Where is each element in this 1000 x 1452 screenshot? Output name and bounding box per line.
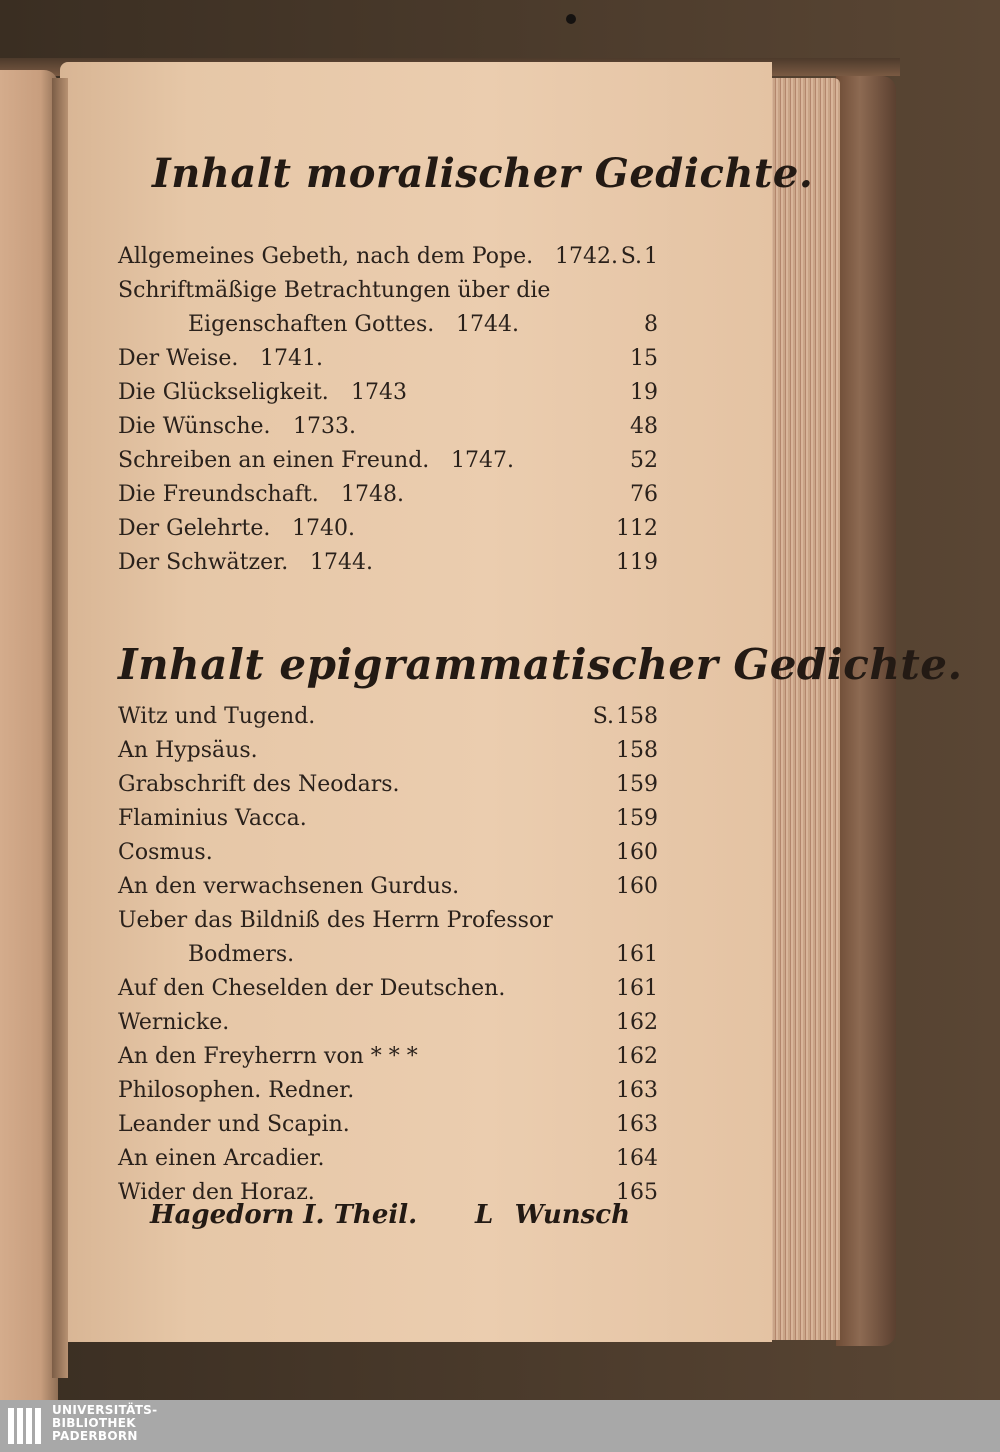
toc-entry-year: 1733. bbox=[293, 414, 356, 439]
toc-entry bbox=[118, 240, 658, 274]
toc-entry-page bbox=[593, 700, 658, 734]
toc-entry-title: Die Freundschaft. bbox=[118, 482, 319, 507]
toc-entry-title: An einen Arcadier. bbox=[118, 1146, 325, 1171]
toc-entry bbox=[118, 1108, 658, 1142]
toc-entry-page bbox=[630, 342, 658, 376]
toc-entry-title: An den verwachsenen Gurdus. bbox=[118, 874, 460, 899]
left-page-edge bbox=[0, 70, 58, 1400]
toc-entry bbox=[118, 904, 658, 972]
page-footer bbox=[150, 1200, 630, 1240]
toc-entry-page-number: 158 bbox=[616, 738, 658, 763]
toc-entry-title: Grabschrift des Neodars. bbox=[118, 772, 400, 797]
toc-entry-page bbox=[616, 972, 658, 1006]
toc-entry-page-number: 8 bbox=[644, 312, 658, 337]
toc-entry bbox=[118, 342, 658, 376]
toc-entry bbox=[118, 512, 658, 546]
toc-entry-title: Ueber das Bildniß des Herrn Professor bbox=[118, 908, 553, 933]
toc-entry-page-number: 158 bbox=[616, 704, 658, 729]
toc-entry-title: Wider den Horaz. bbox=[118, 1180, 315, 1205]
toc-entry bbox=[118, 1040, 658, 1074]
toc-entry-year: 1741. bbox=[260, 346, 323, 371]
toc-entry bbox=[118, 734, 658, 768]
toc-entry-page bbox=[616, 512, 658, 546]
toc-entry-title: Der Gelehrte. bbox=[118, 516, 271, 541]
toc-entry-year: 1748. bbox=[341, 482, 404, 507]
toc-entry-page bbox=[630, 478, 658, 512]
toc-entry-page bbox=[616, 870, 658, 904]
toc-entry bbox=[118, 972, 658, 1006]
toc-entry bbox=[118, 836, 658, 870]
toc-entry-page bbox=[616, 1040, 658, 1074]
toc-entry-page-number: 163 bbox=[616, 1078, 658, 1103]
toc-entry-title: Die Wünsche. bbox=[118, 414, 271, 439]
toc-entry-page-prefix: S. bbox=[620, 244, 642, 269]
library-name-line3: PADERBORN bbox=[52, 1429, 138, 1443]
library-name bbox=[52, 1404, 157, 1443]
toc-entry bbox=[118, 1074, 658, 1108]
toc-entry-page bbox=[616, 802, 658, 836]
toc-entry-page-number: 165 bbox=[616, 1180, 658, 1205]
book-cover-right bbox=[836, 76, 896, 1346]
toc-entry-title: Der Schwätzer. bbox=[118, 550, 289, 575]
footer-signature-mark: L bbox=[475, 1200, 494, 1230]
toc-entry-page-number: 161 bbox=[616, 976, 658, 1001]
toc-entry-page-number: 162 bbox=[616, 1044, 658, 1069]
toc-entry-title: Flaminius Vacca. bbox=[118, 806, 307, 831]
scan-speck bbox=[566, 14, 576, 24]
toc-entry-page bbox=[621, 240, 658, 274]
footer-catchword: Wunsch bbox=[514, 1200, 630, 1230]
toc-entry-title: An Hypsäus. bbox=[118, 738, 258, 763]
toc-entry-title: An den Freyherrn von * * * bbox=[118, 1044, 418, 1069]
toc-entry-title-continued: Bodmers. bbox=[188, 942, 295, 967]
toc-entry-page-number: 119 bbox=[616, 550, 658, 575]
toc-entry-page-number: 160 bbox=[616, 840, 658, 865]
toc-entry-page bbox=[630, 376, 658, 410]
toc-entry-title: Witz und Tugend. bbox=[118, 704, 316, 729]
toc-entry-page bbox=[616, 938, 658, 972]
toc-entry-page-number: 19 bbox=[630, 380, 658, 405]
toc-entry-page bbox=[616, 768, 658, 802]
heading-epigram: Inhalt epigrammatischer Gedichte. bbox=[118, 640, 963, 689]
toc-entry-year: 1744. bbox=[456, 312, 519, 337]
toc-entry-year: 1747. bbox=[451, 448, 514, 473]
toc-entry bbox=[118, 546, 658, 580]
library-name-line2: BIBLIOTHEK bbox=[52, 1416, 136, 1430]
toc-entry bbox=[118, 802, 658, 836]
toc-entry-page-number: 52 bbox=[630, 448, 658, 473]
toc-epigram-list bbox=[118, 700, 658, 1210]
toc-entry-year: 1743 bbox=[351, 380, 407, 405]
toc-entry-page-number: 76 bbox=[630, 482, 658, 507]
toc-entry-page-number: 164 bbox=[616, 1146, 658, 1171]
toc-entry-title: Philosophen. Redner. bbox=[118, 1078, 355, 1103]
toc-entry bbox=[118, 376, 658, 410]
toc-entry-page bbox=[644, 308, 658, 342]
toc-entry bbox=[118, 768, 658, 802]
book-gutter bbox=[52, 78, 68, 1378]
library-bar bbox=[0, 1400, 1000, 1452]
toc-entry-page bbox=[616, 546, 658, 580]
toc-entry-title: Wernicke. bbox=[118, 1010, 230, 1035]
toc-entry-title: Cosmus. bbox=[118, 840, 213, 865]
toc-entry-page-number: 1 bbox=[644, 244, 658, 269]
toc-entry-title: Der Weise. bbox=[118, 346, 239, 371]
toc-entry-page-number: 159 bbox=[616, 772, 658, 797]
toc-entry-year: 1744. bbox=[310, 550, 373, 575]
toc-entry-page-number: 160 bbox=[616, 874, 658, 899]
toc-entry-page-number: 162 bbox=[616, 1010, 658, 1035]
toc-entry-title: Schreiben an einen Freund. bbox=[118, 448, 430, 473]
toc-entry bbox=[118, 700, 658, 734]
toc-entry-page-number: 163 bbox=[616, 1112, 658, 1137]
toc-entry bbox=[118, 478, 658, 512]
toc-entry-title: Auf den Cheselden der Deutschen. bbox=[118, 976, 506, 1001]
toc-entry-title: Schriftmäßige Betrachtungen über die bbox=[118, 278, 551, 303]
toc-entry-page bbox=[630, 410, 658, 444]
page-stack bbox=[768, 78, 840, 1340]
toc-entry-page-number: 48 bbox=[630, 414, 658, 439]
footer-signature: Hagedorn I. Theil. bbox=[150, 1200, 418, 1230]
toc-entry-page-number: 112 bbox=[616, 516, 658, 541]
toc-entry-page bbox=[616, 836, 658, 870]
toc-entry-page bbox=[616, 1074, 658, 1108]
toc-entry-page-number: 15 bbox=[630, 346, 658, 371]
toc-entry-page-number: 159 bbox=[616, 806, 658, 831]
toc-entry-title: Die Glückseligkeit. bbox=[118, 380, 329, 405]
toc-entry bbox=[118, 274, 658, 342]
toc-entry bbox=[118, 444, 658, 478]
toc-entry bbox=[118, 410, 658, 444]
toc-entry-year: 1742. bbox=[555, 244, 618, 269]
toc-entry-page bbox=[616, 1108, 658, 1142]
library-logo-icon bbox=[6, 1404, 46, 1448]
toc-entry bbox=[118, 1142, 658, 1176]
toc-entry-title-continued: Eigenschaften Gottes. bbox=[188, 312, 435, 337]
toc-entry-page-number: 161 bbox=[616, 942, 658, 967]
toc-entry-page bbox=[616, 1006, 658, 1040]
toc-entry bbox=[118, 1006, 658, 1040]
toc-entry-title: Allgemeines Gebeth, nach dem Pope. bbox=[118, 244, 534, 269]
toc-moral-list bbox=[118, 240, 658, 580]
toc-entry-page bbox=[630, 444, 658, 478]
toc-entry-page bbox=[616, 734, 658, 768]
toc-entry-page-prefix: S. bbox=[592, 704, 614, 729]
toc-entry-page bbox=[616, 1142, 658, 1176]
toc-entry-title: Leander und Scapin. bbox=[118, 1112, 350, 1137]
library-name-line1: UNIVERSITÄTS- bbox=[52, 1403, 158, 1417]
toc-entry bbox=[118, 870, 658, 904]
toc-entry-year: 1740. bbox=[292, 516, 355, 541]
heading-moral: Inhalt moralischer Gedichte. bbox=[152, 150, 814, 197]
